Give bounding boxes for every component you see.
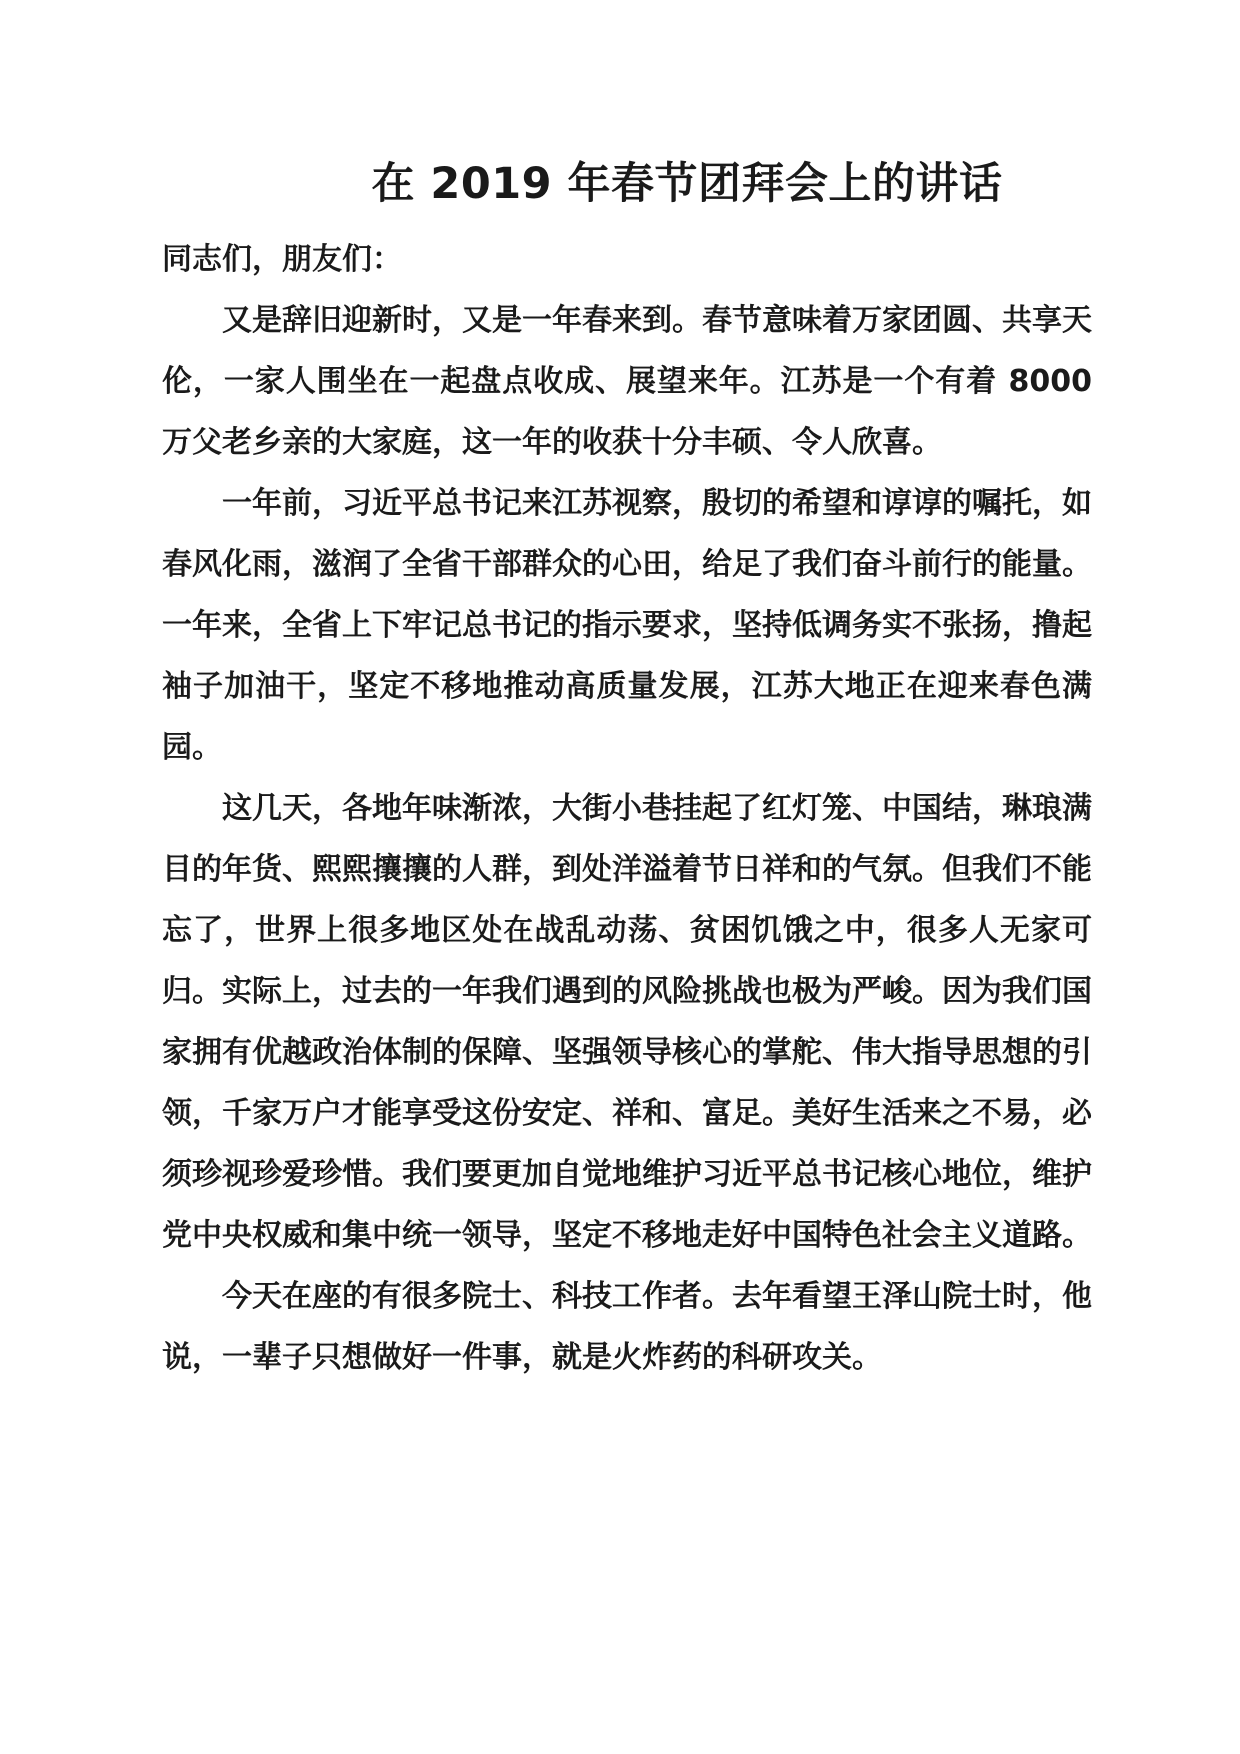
paragraph-3: 这几天，各地年味渐浓，大街小巷挂起了红灯笼、中国结，琳琅满目的年货、熙熙攘攘的人群，到处洋溢着节日祥和的气氛。但我们不能忘了，世界上很多地区处在战乱动荡、贫困饥饿之中，很多人无家可归。实际上，过去的一年我们遇到的风险挑战也极为严峻。因为我们国家拥有优越政治体制的保障、坚强领导核心的掌舵、伟大指导思想的引领，千家万户才能享受这份安定、祥和、富足。美好生活来之不易，必须珍视珍爱珍惜。我们要更加自觉地维护习近平总书记核心地位，维护党中央权威和集中统一领导，坚定不移地走好中国特色社会主义道路。 <box>162 791 1092 1253</box>
document-page <box>162 150 1092 1388</box>
paragraph-2: 一年前，习近平总书记来江苏视察，殷切的希望和谆谆的嘱托，如春风化雨，滋润了全省干部群众的心田，给足了我们奋斗前行的能量。一年来，全省上下牢记总书记的指示要求，坚持低调务实不张扬，撸起袖子加油干，坚定不移地推动高质量发展，江苏大地正在迎来春色满园。 <box>162 486 1092 765</box>
greeting-line: 同志们，朋友们： <box>162 242 402 277</box>
paragraph-4: 今天在座的有很多院士、科技工作者。去年看望王泽山院士时，他说，一辈子只想做好一件事，就是火炸药的科研攻关。 <box>162 1279 1092 1375</box>
paragraph-1: 又是辞旧迎新时，又是一年春来到。春节意味着万家团圆、共享天伦，一家人围坐在一起盘点收成、展望来年。江苏是一个有着 8000 万父老乡亲的大家庭，这一年的收获十分丰硕、令人欣喜。 <box>162 303 1092 460</box>
document-title: 在 2019 年春节团拜会上的讲话 <box>371 159 1003 209</box>
